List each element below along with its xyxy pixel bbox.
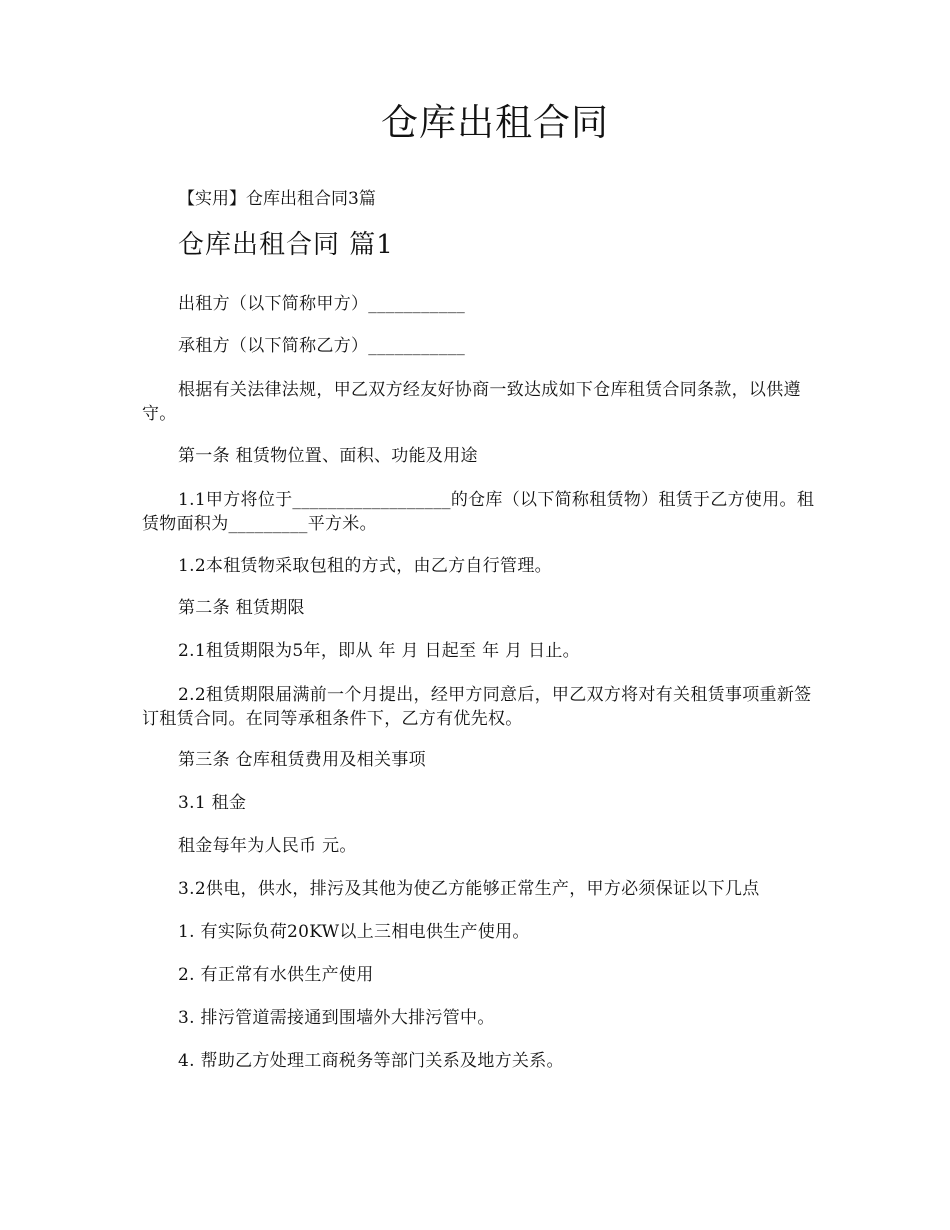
- list-item-3: 3. 排污管道需接通到围墙外大排污管中。: [178, 1008, 495, 1028]
- clause-1-2: 1.2本租赁物采取包租的方式，由乙方自行管理。: [178, 556, 552, 576]
- article-3-heading: 第三条 仓库租赁费用及相关事项: [178, 750, 426, 770]
- clause-2-1: 2.1租赁期限为5年，即从 年 月 日起至 年 月 日止。: [178, 641, 580, 661]
- article-1-heading: 第一条 租赁物位置、面积、功能及用途: [178, 446, 478, 466]
- rent-amount: 租金每年为人民币 元。: [178, 836, 357, 856]
- clause-3-2: 3.2供电，供水，排污及其他为使乙方能够正常生产，甲方必须保证以下几点: [178, 879, 760, 899]
- clause-3-1: 3.1 租金: [178, 793, 247, 813]
- paragraph-preamble: 根据有关法律法规，甲乙双方经友好协商一致达成如下仓库租赁合同条款，以供遵守。: [142, 380, 801, 424]
- document-title: 仓库出租合同: [381, 101, 609, 144]
- article-2-heading: 第二条 租赁期限: [178, 598, 305, 618]
- list-item-2: 2. 有正常有水供生产使用: [178, 965, 374, 985]
- section-heading: 仓库出租合同 篇1: [178, 230, 394, 260]
- paragraph-lessor: 出租方（以下简称甲方）___________: [178, 294, 466, 314]
- document-subtitle: 【实用】仓库出租合同3篇: [178, 189, 376, 209]
- clause-1-1: 1.1甲方将位于__________________的仓库（以下简称租赁物）租赁于乙方使用。租赁物面积为_________平方米。: [142, 490, 815, 534]
- list-item-4: 4. 帮助乙方处理工商税务等部门关系及地方关系。: [178, 1051, 564, 1071]
- list-item-1: 1. 有实际负荷20KW以上三相电供生产使用。: [178, 922, 530, 942]
- paragraph-lessee: 承租方（以下简称乙方）___________: [178, 336, 466, 356]
- clause-2-2: 2.2租赁期限届满前一个月提出，经甲方同意后，甲乙双方将对有关租赁事项重新签订租赁合同。在同等承租条件下，乙方有优先权。: [142, 685, 812, 729]
